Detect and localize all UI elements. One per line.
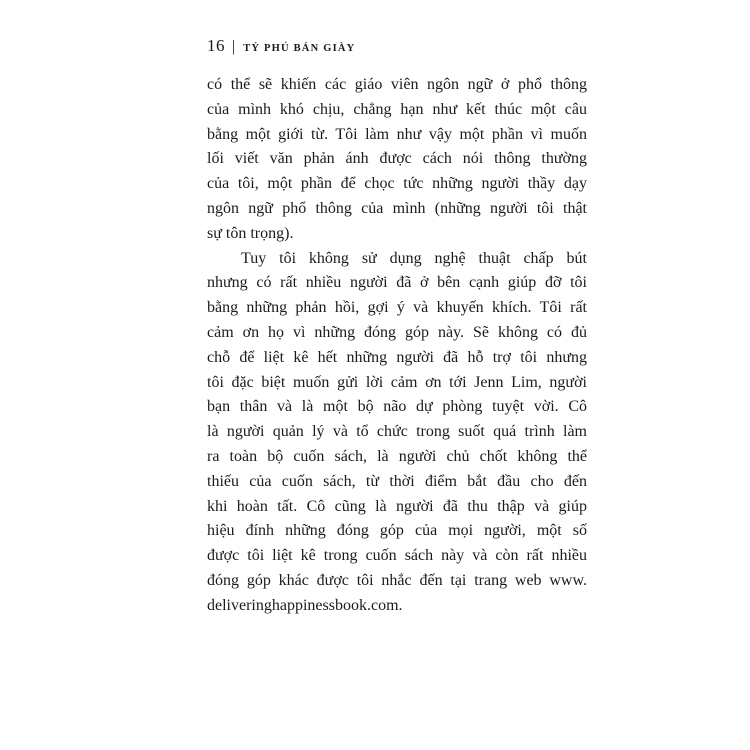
text-line: hiệu đính những đóng góp của mọi người, một số xyxy=(207,522,587,540)
header-separator: | xyxy=(232,38,236,55)
text-line: Tuy tôi không sử dụng nghệ thuật chấp bút xyxy=(241,249,587,267)
text-line: chỗ để liệt kê hết những người đã hỗ trợ tôi nhưng xyxy=(207,348,587,366)
text-line: bạn thân và là một bộ não dự phòng tuyệt vời. Cô xyxy=(207,398,587,416)
text-line: có thể sẽ khiến các giáo viên ngôn ngữ ở phổ thông xyxy=(207,76,587,93)
text-line: nhưng có rất nhiều người đã ở bên cạnh giúp đỡ tôi xyxy=(207,274,587,292)
text-line: của tôi, một phần để chọc tức những người thầy dạy xyxy=(207,175,587,193)
paragraph-2 xyxy=(207,247,587,619)
running-header xyxy=(207,36,355,58)
text-line: cảm ơn họ vì những đóng góp này. Sẽ không có đủ xyxy=(207,323,587,341)
text-line: của mình khó chịu, chẳng hạn như kết thúc một câu xyxy=(207,100,587,118)
body-text xyxy=(207,73,587,619)
paragraph-1 xyxy=(207,73,587,247)
text-line: ngôn ngữ phổ thông của mình (những người tôi thật xyxy=(207,199,587,217)
text-line: được tôi liệt kê trong cuốn sách này và còn rất nhiều xyxy=(207,547,587,565)
text-line: deliveringhappinessbook.com. xyxy=(207,596,403,614)
text-line: là người quản lý và tổ chức trong suốt quá trình làm xyxy=(207,423,587,441)
book-title: TỶ PHÚ BÁN GIÀY xyxy=(243,43,356,54)
text-line: bằng một giới từ. Tôi làm như vậy một phần vì muốn xyxy=(207,125,587,143)
text-line: đóng góp khác được tôi nhắc đến tại trang web www. xyxy=(207,571,587,589)
text-line: ra toàn bộ cuốn sách, là người chủ chốt không thể xyxy=(207,447,587,465)
text-line: thiếu của cuốn sách, từ thời điểm bắt đầu cho đến xyxy=(207,472,587,490)
text-line: lối viết văn phản ánh được cách nói thông thường xyxy=(207,150,587,168)
text-line: sự tôn trọng). xyxy=(207,224,294,242)
page-number: 16 xyxy=(207,36,225,55)
text-line: khi hoàn tất. Cô cũng là người đã thu thập và giúp xyxy=(207,497,587,515)
text-line: tôi đặc biệt muốn gửi lời cảm ơn tới Jenn Lim, người xyxy=(207,373,587,391)
text-line: bằng những phản hồi, gợi ý và khuyến khích. Tôi rất xyxy=(207,299,587,317)
